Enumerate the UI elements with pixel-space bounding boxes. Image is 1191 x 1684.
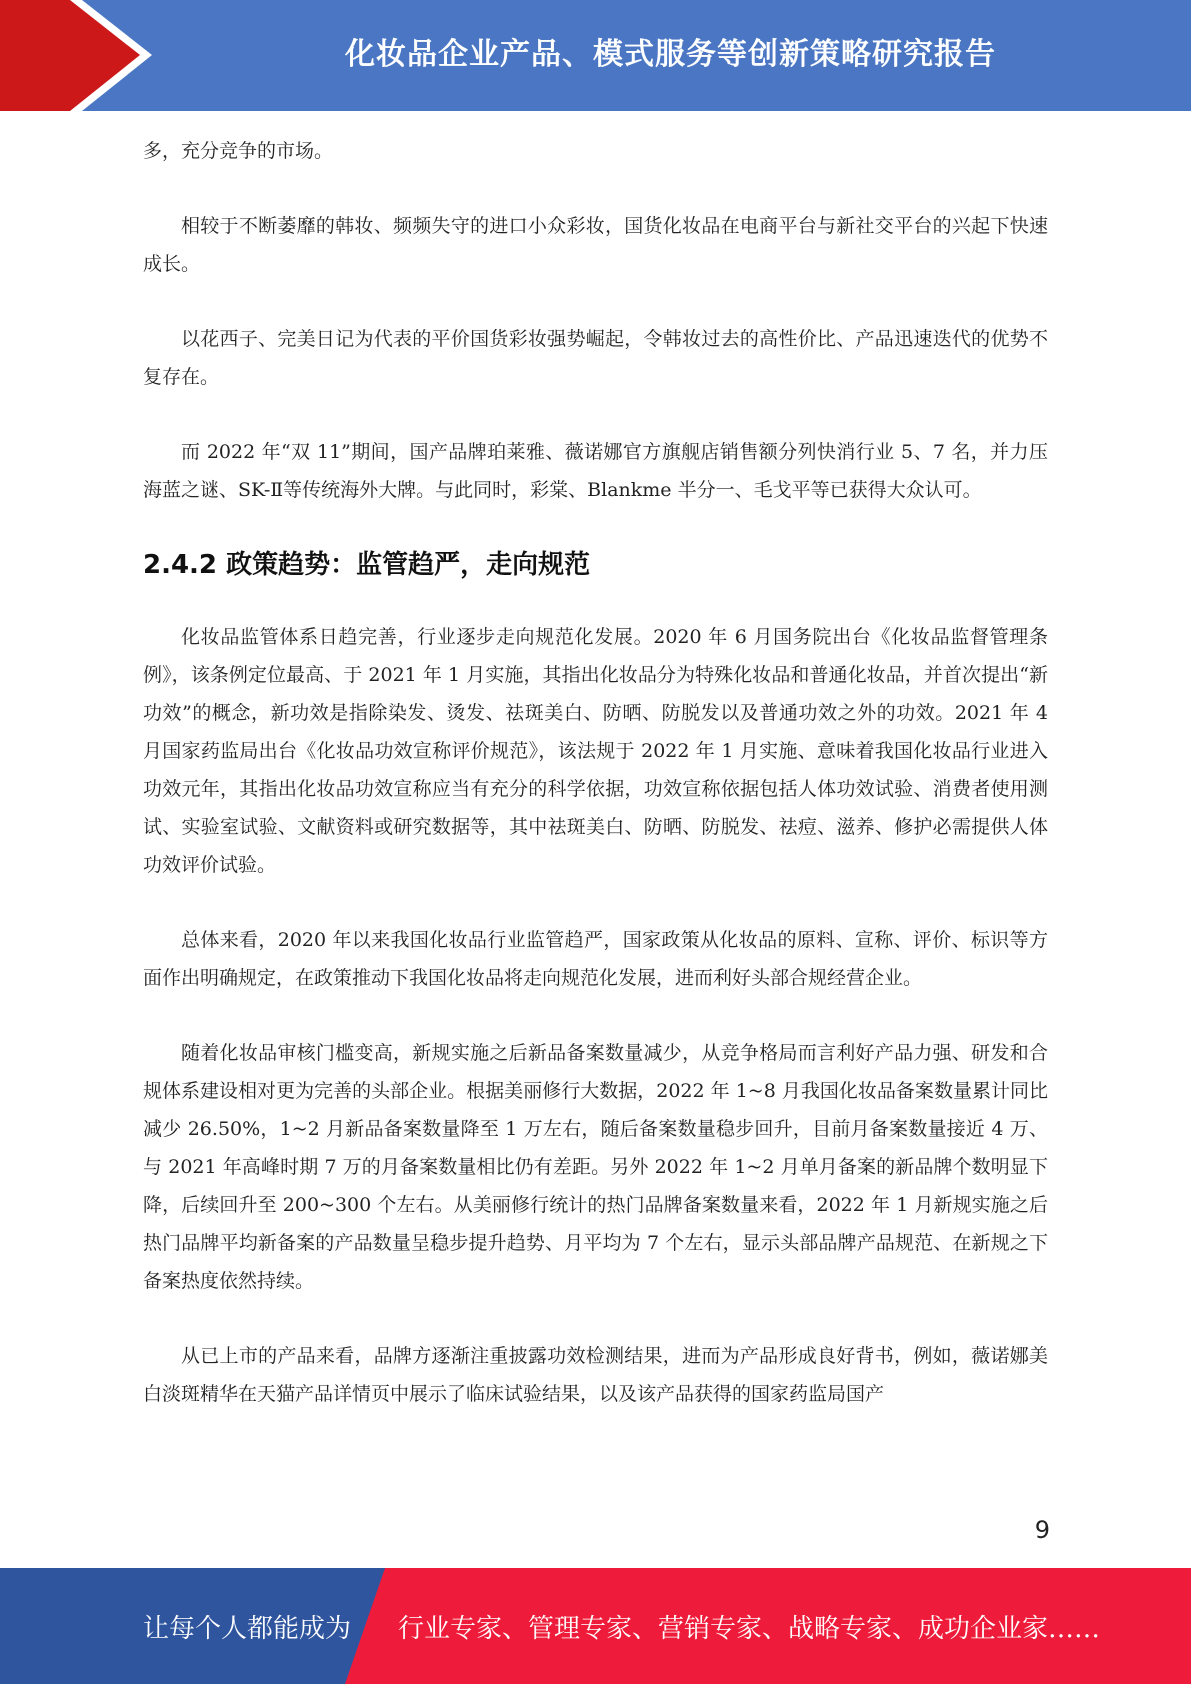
- section-heading: 2.4.2 政策趋势：监管趋严，走向规范: [143, 550, 591, 580]
- paragraph: 多，充分竞争的市场。: [143, 140, 334, 162]
- header-red-chevron: [0, 0, 140, 111]
- footer-banner: [0, 1568, 1191, 1684]
- page-body: [143, 132, 1048, 1450]
- footer-slogan-right: 行业专家、管理专家、营销专家、战略专家、成功企业家……: [398, 1613, 1101, 1644]
- page-number: 9: [1034, 1516, 1050, 1544]
- paragraph: 随着化妆品审核门槛变高，新规实施之后新品备案数量减少，从竞争格局而言利好产品力强、研发和合规体系建设相对更为完善的头部企业。根据美丽修行大数据，2022 年 1~8 月我国化妆品备案数量累计同比减少 26.50%，1~2 月新品备案数量降至 1 万左右，随后备案数量稳步回升，目前月备案数量接近 4 万、与 2021 年高峰时期 7 万的月备案数量相比仍有差距。另外 2022 年 1~2 月单月备案的新品牌个数明显下降，后续回升至 200~300 个左右。从美丽修行统计的热门品牌备案数量来看，2022 年 1 月新规实施之后热门品牌平均新备案的产品数量呈稳步提升趋势、月平均为 7 个左右，显示头部品牌产品规范、在新规之下备案热度依然持续。: [143, 1042, 1048, 1292]
- footer-slogan-left: 让每个人都能成为: [143, 1613, 352, 1644]
- paragraph: 而 2022 年“双 11”期间，国产品牌珀莱雅、薇诺娜官方旗舰店销售额分列快消行业 5、7 名，并力压海蓝之谜、SK-Ⅱ等传统海外大牌。与此同时，彩棠、Blankme 半分一、毛戈平等已获得大众认可。: [143, 441, 1048, 501]
- report-title: 化妆品企业产品、模式服务等创新策略研究报告: [345, 37, 996, 72]
- paragraph: 从已上市的产品来看，品牌方逐渐注重披露功效检测结果，进而为产品形成良好背书，例如，薇诺娜美白淡斑精华在天猫产品详情页中展示了临床试验结果，以及该产品获得的国家药监局国产: [143, 1345, 1048, 1405]
- paragraph: 化妆品监管体系日趋完善，行业逐步走向规范化发展。2020 年 6 月国务院出台《化妆品监督管理条例》，该条例定位最高、于 2021 年 1 月实施，其指出化妆品分为特殊化妆品和普通化妆品，并首次提出“新功效”的概念，新功效是指除染发、烫发、祛斑美白、防晒、防脱发以及普通功效之外的功效。2021 年 4 月国家药监局出台《化妆品功效宣称评价规范》，该法规于 2022 年 1 月实施、意味着我国化妆品行业进入功效元年，其指出化妆品功效宣称应当有充分的科学依据，功效宣称依据包括人体功效试验、消费者使用测试、实验室试验、文献资料或研究数据等，其中祛斑美白、防晒、防脱发、祛痘、滋养、修护必需提供人体功效评价试验。: [143, 626, 1048, 876]
- paragraph: 相较于不断萎靡的韩妆、频频失守的进口小众彩妆，国货化妆品在电商平台与新社交平台的兴起下快速成长。: [143, 215, 1048, 275]
- paragraph: 以花西子、完美日记为代表的平价国货彩妆强势崛起，令韩妆过去的高性价比、产品迅速迭代的优势不复存在。: [143, 328, 1048, 388]
- paragraph: 总体来看，2020 年以来我国化妆品行业监管趋严，国家政策从化妆品的原料、宣称、评价、标识等方面作出明确规定，在政策推动下我国化妆品将走向规范化发展，进而利好头部合规经营企业。: [143, 929, 1048, 989]
- header-banner: [0, 0, 1191, 111]
